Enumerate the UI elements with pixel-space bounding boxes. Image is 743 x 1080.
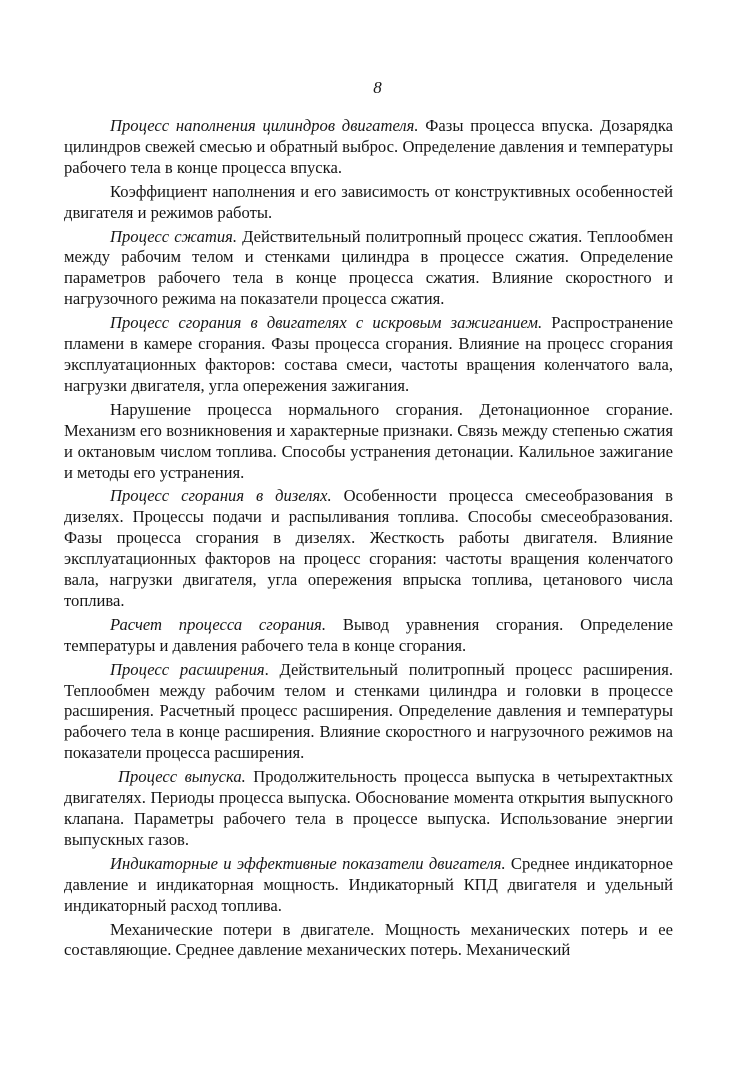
paragraph-text: Вывод уравнения сгорания. Определение температуры и давления рабочего тела в конце сгорания. [64,614,673,655]
paragraph-detonation [64,400,673,484]
section-heading: Расчет процесса сгорания. [110,614,327,634]
paragraph-text: Нарушение процесса нормального сгорания. Детонационное сгорание. Механизм его возникновения и характерные признаки. Связь между степенью сжатия и октановым числом топлива. Способы устранения детонации. Калильное зажигание и методы его устранения. [64,399,673,482]
paragraph-text: Распространение пламени в камере сгорания. Фазы процесса сгорания. Влияние на процесс сгорания эксплуатационных факторов: состава смеси, частоты вращения коленчатого вала, нагрузки двигателя, угла опережения зажигания. [64,313,673,395]
paragraph-combustion-calc [64,615,673,657]
section-heading: Процесс выпуска. [118,767,246,787]
paragraph-diesel-combustion [64,486,673,611]
paragraph-text: Особенности процесса смесеобразования в дизелях. Процессы подачи и распыливания топлива. Способы смесеобразования. Фазы процесса сгорания в дизелях. Жесткость работы двигателя. Влияние эксплуатационных факторов на процесс сгорания: частоты вращения коленчатого вала, нагрузки двигателя, угла опережения впрыска топлива, цетанового числа топлива. [64,486,673,610]
paragraph-text: Коэффициент наполнения и его зависимость от конструктивных особенностей двигателя и режимов работы. [64,181,673,222]
paragraph-text: . Действительный политропный процесс расширения. Теплообмен между рабочим телом и стенками цилиндра и головки в процессе расширения. Расчетный процесс расширения. Определение давления и температуры рабочего тела в конце расширения. Влияние скоростного и нагрузочного режимов на показатели процесса расширения. [64,659,673,763]
paragraph-mechanical-losses [64,920,673,962]
paragraph-intake-process [64,116,673,179]
paragraph-engine-indicators [64,854,673,917]
section-heading: Процесс наполнения цилиндров двигателя. [110,116,419,135]
section-heading: Индикаторные и эффективные показатели двигателя. [110,853,506,873]
paragraph-expansion [64,660,673,765]
paragraph-text: Продолжительность процесса выпуска в четырехтактных двигателях. Периоды процесса выпуска. Обоснование момента открытия выпускного клапана. Параметры рабочего тела в процессе выпуска. Использование энергии выпускных газов. [64,767,674,849]
page-number: 8 [373,78,382,97]
paragraph-exhaust [64,767,673,851]
section-heading: Процесс расширения [110,659,265,679]
paragraph-fill-coefficient [64,182,673,224]
paragraph-text: Механические потери в двигателе. Мощность механических потерь и ее составляющие. Среднее давление механических потерь. Механический [64,919,673,960]
section-heading: Процесс сжатия. [110,226,238,246]
section-heading: Процесс сгорания в двигателях с искровым зажиганием. [110,313,543,333]
document-page [64,78,673,961]
paragraph-spark-combustion [64,313,673,397]
paragraph-text: Действительный политропный процесс сжатия. Теплообмен между рабочим телом и стенками цилиндра в процессе сжатия. Определение параметров рабочего тела в конце процесса сжатия. Влияние скоростного и нагрузочного режима на показатели процесса сжатия. [64,226,673,309]
paragraph-text: Среднее индикаторное давление и индикаторная мощность. Индикаторный КПД двигателя и удельный индикаторный расход топлива. [64,853,673,915]
paragraph-compression [64,227,673,311]
section-heading: Процесс сгорания в дизелях. [110,486,332,506]
paragraph-text: Фазы процесса впуска. Дозарядка цилиндров свежей смесью и обратный выброс. Определение давления и температуры рабочего тела в конце процесса впуска. [64,116,673,177]
